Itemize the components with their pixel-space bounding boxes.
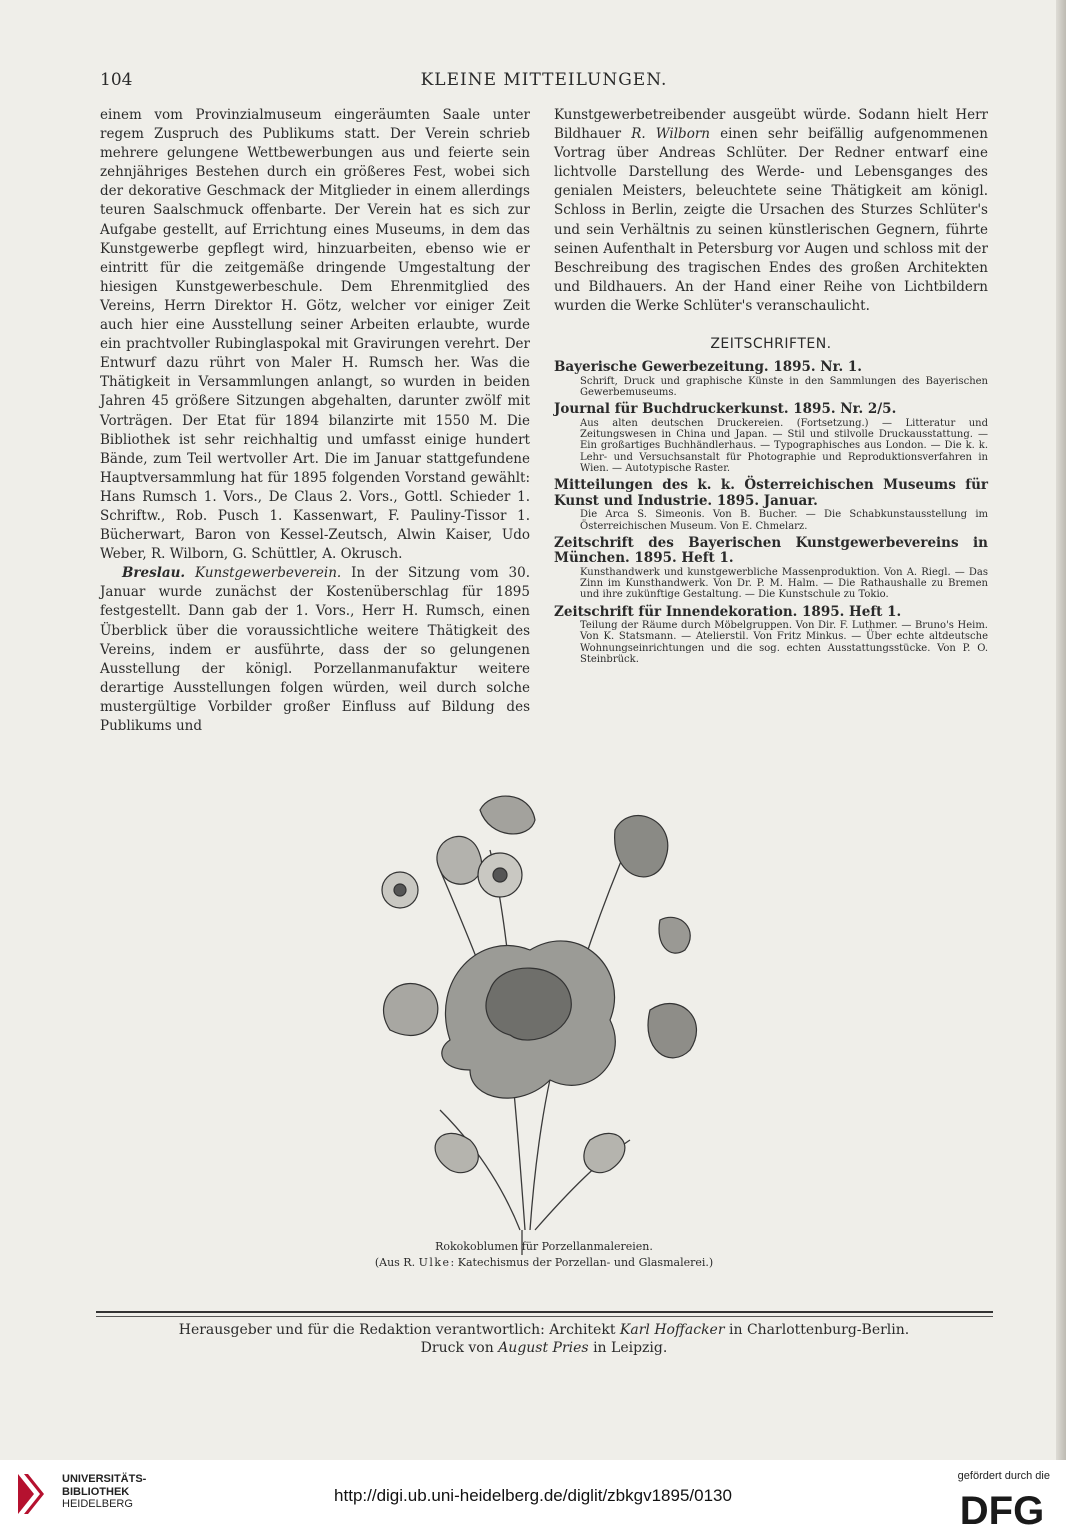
imprint-printer-line — [100, 1340, 988, 1356]
journal-contents: Teilung der Räume durch Möbelgruppen. Von Dir. F. Luthmer. — Bruno's Heim. Von K. Statsmann. — Atelierstil. Von Fritz Minkus. — Über echte altdeutsche Wohnungseinrichtungen und die sog. echten Ausstattungsstücke. Von P. O. Steinbrück. — [580, 620, 988, 666]
journal-contents: Schrift, Druck und graphische Künste in den Sammlungen des Bayerischen Gewerbemuseums. — [580, 375, 988, 398]
journal-title: Mitteilungen des k. k. Österreichischen Museums für Kunst und Industrie. 1895. Januar. — [554, 477, 988, 509]
city-heading: Breslau. — [122, 565, 186, 582]
figure-source — [100, 1256, 988, 1269]
library-name-line: BIBLIOTHEK — [62, 1485, 130, 1498]
funding-note: gefördert durch die — [957, 1470, 1050, 1482]
imprint-text: Druck von — [420, 1340, 494, 1356]
figure-source-author: Ulke — [418, 1256, 451, 1269]
permalink-url[interactable]: http://digi.ub.uni-heidelberg.de/diglit/zbkgv1895/0130 — [334, 1486, 732, 1505]
library-name-line: UNIVERSITÄTS- — [62, 1473, 147, 1485]
journal-contents: Die Arca S. Simeonis. Von B. Bucher. — Die Schabkunstausstellung im Österreichischen Museum. Von E. Chmelarz. — [580, 509, 988, 532]
paragraph-text: In der Sitzung vom 30. Januar wurde zunächst der Kostenüberschlag für 1895 festgestellt. Dann gab der 1. Vors., Herr H. Rumsch, einen Überblick über die voraussichtliche weitere Thätigkeit des Vereins, indem er ausführte, dass der so gelungenen Ausstellung der königl. Porzellanmanufaktur weitere derartige Ausstellungen folgen würden, weil durch solche mustergültige Vorbilder großer Einfluss auf Bildung des Publikums und — [100, 565, 531, 734]
dfg-logo-icon[interactable] — [954, 1488, 1050, 1530]
left-column — [100, 106, 530, 736]
imprint-text: Herausgeber und für die Redaktion verantwortlich: Architekt — [178, 1322, 616, 1338]
footer-rule — [96, 1311, 993, 1313]
imprint-text: in Leipzig. — [593, 1340, 668, 1356]
journal-title: Journal für Buchdruckerkunst. 1895. Nr. 2/5. — [554, 401, 897, 418]
library-name-line: HEIDELBERG — [62, 1498, 133, 1510]
page-number: 104 — [100, 70, 133, 90]
editor-name: Karl Hoffacker — [619, 1322, 725, 1338]
journal-title: Bayerische Gewerbezeitung. 1895. Nr. 1. — [554, 359, 862, 376]
figure-caption: Rokokoblumen für Porzellanmalereien. — [435, 1240, 653, 1253]
imprint-text: in Charlottenburg-Berlin. — [729, 1322, 910, 1338]
rococo-flower-illustration — [330, 760, 730, 1260]
running-header — [100, 70, 988, 94]
scan-edge-shadow — [1056, 0, 1066, 1460]
journal-contents: Kunsthandwerk und kunstgewerbliche Massenproduktion. Von A. Riegl. — Das Zinn im Kunsthandwerk. Von Dr. P. M. Halm. — Die Rathaushalle zu Bremen und ihre zukünftige Gestaltung. — Die Kunstschule zu Tokio. — [580, 566, 988, 601]
journal-title: Zeitschrift des Bayerischen Kunstgewerbevereins in München. 1895. Heft 1. — [554, 534, 988, 567]
paragraph-text: einen sehr beifällig aufgenommenen Vortrag über Andreas Schlüter. Der Redner entwarf eine lichtvolle Darstellung des Werde- und Lebensganges des genialen Meisters, beleuchtete seine Thätigkeit am königl. Schloss in Berlin, zeigte die Ursachen des Sturzes Schlüter's und sein Verhältnis zu seinen künstlerischen Gegnern, führte seinen Aufenthalt in Petersburg vor Augen und schloss mit der Beschreibung des tragischen Endes des großen Architekten und Bildhauers. An der Hand einer Reihe von Lichtbildern wurden die Werke Schlüter's veranschaulicht. — [554, 126, 988, 314]
society-name: Kunstgewerbeverein. — [195, 565, 342, 582]
figure-source-text: : Katechismus der Porzellan- und Glasmalerei.) — [450, 1256, 714, 1269]
paragraph: einem vom Provinzialmuseum eingeräumten Saale unter regem Zuspruch des Publikums statt. Der Verein schrieb mehrere gelungene Wettbewerbungen aus und feierte sein zehnjähriges Bestehen durch ein größeres Fest, wobei sich der dekorative Geschmack der Mitglieder in einem allerdings teuren Saalschmuck offenbarte. Der Verein hat es sich zur Aufgabe gestellt, auf Errichtung eines Museums, in dem das Kunstgewerbe gepflegt wird, hinzuarbeiten, ebenso wie er eintritt für die zeitgemäße dringende Umgestaltung der hiesigen Kunstgewerbeschule. Dem Ehrenmitglied des Vereins, Herrn Direktor H. Götz, welcher vor einiger Zeit auch hier eine Ausstellung seiner Arbeiten erlaubte, wurde ein prachtvoller Rubinglaspokal mit Gravirungen verehrt. Der Entwurf dazu rührt von Maler H. Rumsch her. Was die Thätigkeit in Versammlungen anlangt, so wurden in beiden Jahren 45 größere Sitzungen abgehalten, darunter zwölf mit Vorträgen. Der Etat für 1894 bilanzirte mit 1550 M. Die Bibliothek ist sehr reichhaltig und umfasst einige hundert Bände, zum Teil wertvoller Art. Die im Januar stattgefundene Hauptversammlung hat für 1895 folgenden Vorstand gewählt: Hans Rumsch 1. Vors., De Claus 2. Vors., Gottl. Schieder 1. Schriftw., Rob. Pusch 1. Kassenwart, F. Pauliny-Tissor 1. Bücherwart, Baron von Kessel-Zeutsch, Alwin Kaiser, Udo Weber, R. Wilborn, G. Schüttler, A. Okrusch. — [100, 107, 530, 563]
paragraph — [100, 564, 530, 736]
imprint-editor-line — [100, 1322, 988, 1338]
footer-rule-thin — [96, 1316, 993, 1317]
figure-source-text: (Aus R. — [374, 1256, 416, 1269]
paragraph — [554, 106, 988, 316]
section-heading: ZEITSCHRIFTEN. — [710, 336, 832, 353]
dfg-logo-text: DFG — [959, 1489, 1045, 1530]
journal-title: Zeitschrift für Innendekoration. 1895. Heft 1. — [554, 603, 902, 620]
printer-name: August Pries — [498, 1340, 589, 1356]
right-column — [554, 106, 988, 667]
paragraph-text: Kunstgewerbetreibender ausgeübt würde. Sodann hielt Herr Bildhauer — [554, 107, 988, 143]
digitization-footer — [0, 1460, 1066, 1538]
journal-contents: Aus alten deutschen Druckereien. (Fortsetzung.) — Litteratur und Zeitungswesen in China und Japan. — Stil und stilvolle Druckausstattung. — Ein großartiges Buchhändlerhaus. — Typographisches aus London. — Die k. k. Lehr- und Versuchsanstalt für Photographie und Reproduktionsverfahren in Wien. — Autotypische Raster. — [580, 417, 988, 474]
running-title: KLEINE MITTEILUNGEN. — [420, 70, 668, 90]
speaker-name: R. Wilborn — [631, 126, 710, 143]
